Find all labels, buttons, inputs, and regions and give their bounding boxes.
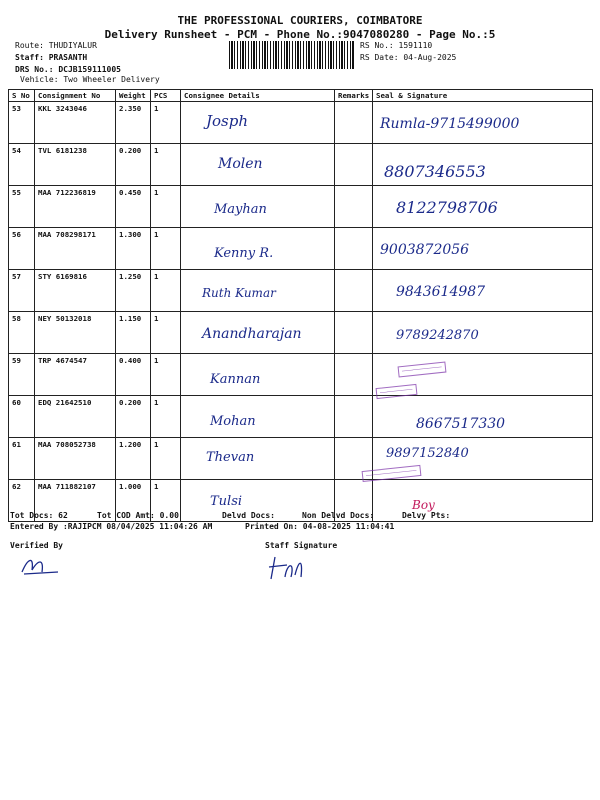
sno: 62 [9,480,35,522]
pcs: 1 [151,438,181,480]
col-weight: Weight [116,90,151,102]
consignee-handwriting: Kenny R. [214,246,274,261]
remarks [335,102,373,144]
pcs: 1 [151,186,181,228]
consignee-handwriting: Josph [206,112,249,130]
weight: 0.200 [116,144,151,186]
remarks [335,144,373,186]
consignee-handwriting: Thevan [206,450,255,465]
table-row [9,186,593,228]
col-consignee: Consignee Details [181,90,335,102]
weight: 0.200 [116,396,151,438]
signature-handwriting: Boy [412,498,435,512]
signature-handwriting: 9003872056 [380,242,470,258]
table-row [9,438,593,480]
pcs: 1 [151,144,181,186]
pcs: 1 [151,270,181,312]
signature-cell [373,270,593,312]
sno: 56 [9,228,35,270]
signature-handwriting: 9843614987 [396,284,486,300]
rs-date: RS Date: 04-Aug-2025 [360,53,457,62]
printed-on: Printed On: 04-08-2025 11:04:41 [245,522,395,531]
sno: 57 [9,270,35,312]
weight: 1.000 [116,480,151,522]
pcs: 1 [151,102,181,144]
total-docs: Tot Docs: 62 [10,511,68,520]
weight: 1.200 [116,438,151,480]
verifier-signature [18,552,68,580]
signature-handwriting: 8122798706 [396,198,498,217]
table-row [9,312,593,354]
total-cod-amount: Tot COD Amt: 0.00 [97,511,179,520]
company-title: THE PROFESSIONAL COURIERS, COIMBATORE [177,14,423,27]
col-signature: Seal & Signature [373,90,593,102]
weight: 0.450 [116,186,151,228]
runsheet-table [8,89,593,522]
company-stamp: ─────────── [398,362,447,378]
staff-signature [265,553,315,583]
consignee-cell [181,228,335,270]
drs-number: DRS No.: DCJB159111005 [15,65,121,74]
route: Route: THUDIYALUR [15,41,97,50]
pcs: 1 [151,354,181,396]
remarks [335,312,373,354]
consignment-no: TRP 4674547 [35,354,116,396]
consignee-cell [181,312,335,354]
weight: 1.250 [116,270,151,312]
remarks [335,396,373,438]
remarks [335,354,373,396]
consignment-no: MAA 708298171 [35,228,116,270]
pcs: 1 [151,480,181,522]
consignee-handwriting: Molen [218,156,263,172]
consignment-no: MAA 711882107 [35,480,116,522]
staff: Staff: PRASANTH [15,53,88,62]
table-row [9,102,593,144]
col-remarks: Remarks [335,90,373,102]
consignment-no: NEY 50132018 [35,312,116,354]
table-row [9,228,593,270]
sno: 61 [9,438,35,480]
weight: 1.150 [116,312,151,354]
col-pcs: PCS [151,90,181,102]
signature-cell [373,102,593,144]
signature-handwriting: 8667517330 [416,416,506,432]
signature-handwriting: 9897152840 [386,446,469,461]
consignment-no: STY 6169816 [35,270,116,312]
staff-signature-label: Staff Signature [265,541,338,550]
company-stamp: ───────── [376,384,417,399]
consignee-cell [181,144,335,186]
runsheet-subtitle: Delivery Runsheet - PCM - Phone No.:9047080280 - Page No.:5 [104,28,496,41]
non-delivered-docs: Non Delvd Docs: [302,511,375,520]
col-consignment: Consignment No [35,90,116,102]
weight: 1.300 [116,228,151,270]
consignee-handwriting: Mayhan [214,202,267,217]
weight: 0.400 [116,354,151,396]
consignee-handwriting: Mohan [210,414,256,429]
sno: 53 [9,102,35,144]
pcs: 1 [151,396,181,438]
delivered-docs: Delvd Docs: [222,511,275,520]
consignment-no: MAA 712236819 [35,186,116,228]
delivery-points: Delvy Pts: [402,511,451,520]
signature-cell [373,396,593,438]
signature-handwriting: Rumla-9715499000 [380,116,520,132]
table-row [9,270,593,312]
consignee-cell [181,396,335,438]
sno: 55 [9,186,35,228]
signature-cell [373,312,593,354]
verified-by-label: Verified By [10,541,63,550]
col-sno: S No [9,90,35,102]
signature-cell [373,144,593,186]
table-row [9,354,593,396]
sno: 58 [9,312,35,354]
table-row [9,144,593,186]
consignee-handwriting: Kannan [210,372,261,387]
remarks [335,228,373,270]
consignment-no: EDQ 21642510 [35,396,116,438]
consignee-handwriting: Ruth Kumar [202,286,276,300]
entered-by: Entered By :RAJIPCM 08/04/2025 11:04:26 AM [10,522,213,531]
vehicle: Vehicle: Two Wheeler Delivery [20,75,160,84]
table-header-row [9,90,593,102]
consignment-no: KKL 3243046 [35,102,116,144]
consignee-cell [181,270,335,312]
signature-cell [373,228,593,270]
consignee-cell [181,102,335,144]
consignee-cell [181,438,335,480]
remarks [335,270,373,312]
pcs: 1 [151,312,181,354]
pcs: 1 [151,228,181,270]
sno: 54 [9,144,35,186]
remarks [335,186,373,228]
sno: 59 [9,354,35,396]
barcode [229,41,355,69]
sno: 60 [9,396,35,438]
signature-handwriting: 8807346553 [384,162,486,181]
consignee-handwriting: Tulsi [210,494,243,509]
consignee-handwriting: Anandharajan [202,326,302,342]
signature-handwriting: 9789242870 [396,328,479,343]
company-stamp: ────────────── [362,465,421,482]
consignee-cell [181,186,335,228]
consignment-no: TVL 6181238 [35,144,116,186]
table-row [9,396,593,438]
signature-cell [373,186,593,228]
consignee-cell [181,354,335,396]
consignment-no: MAA 708052738 [35,438,116,480]
rs-number: RS No.: 1591110 [360,41,433,50]
weight: 2.350 [116,102,151,144]
